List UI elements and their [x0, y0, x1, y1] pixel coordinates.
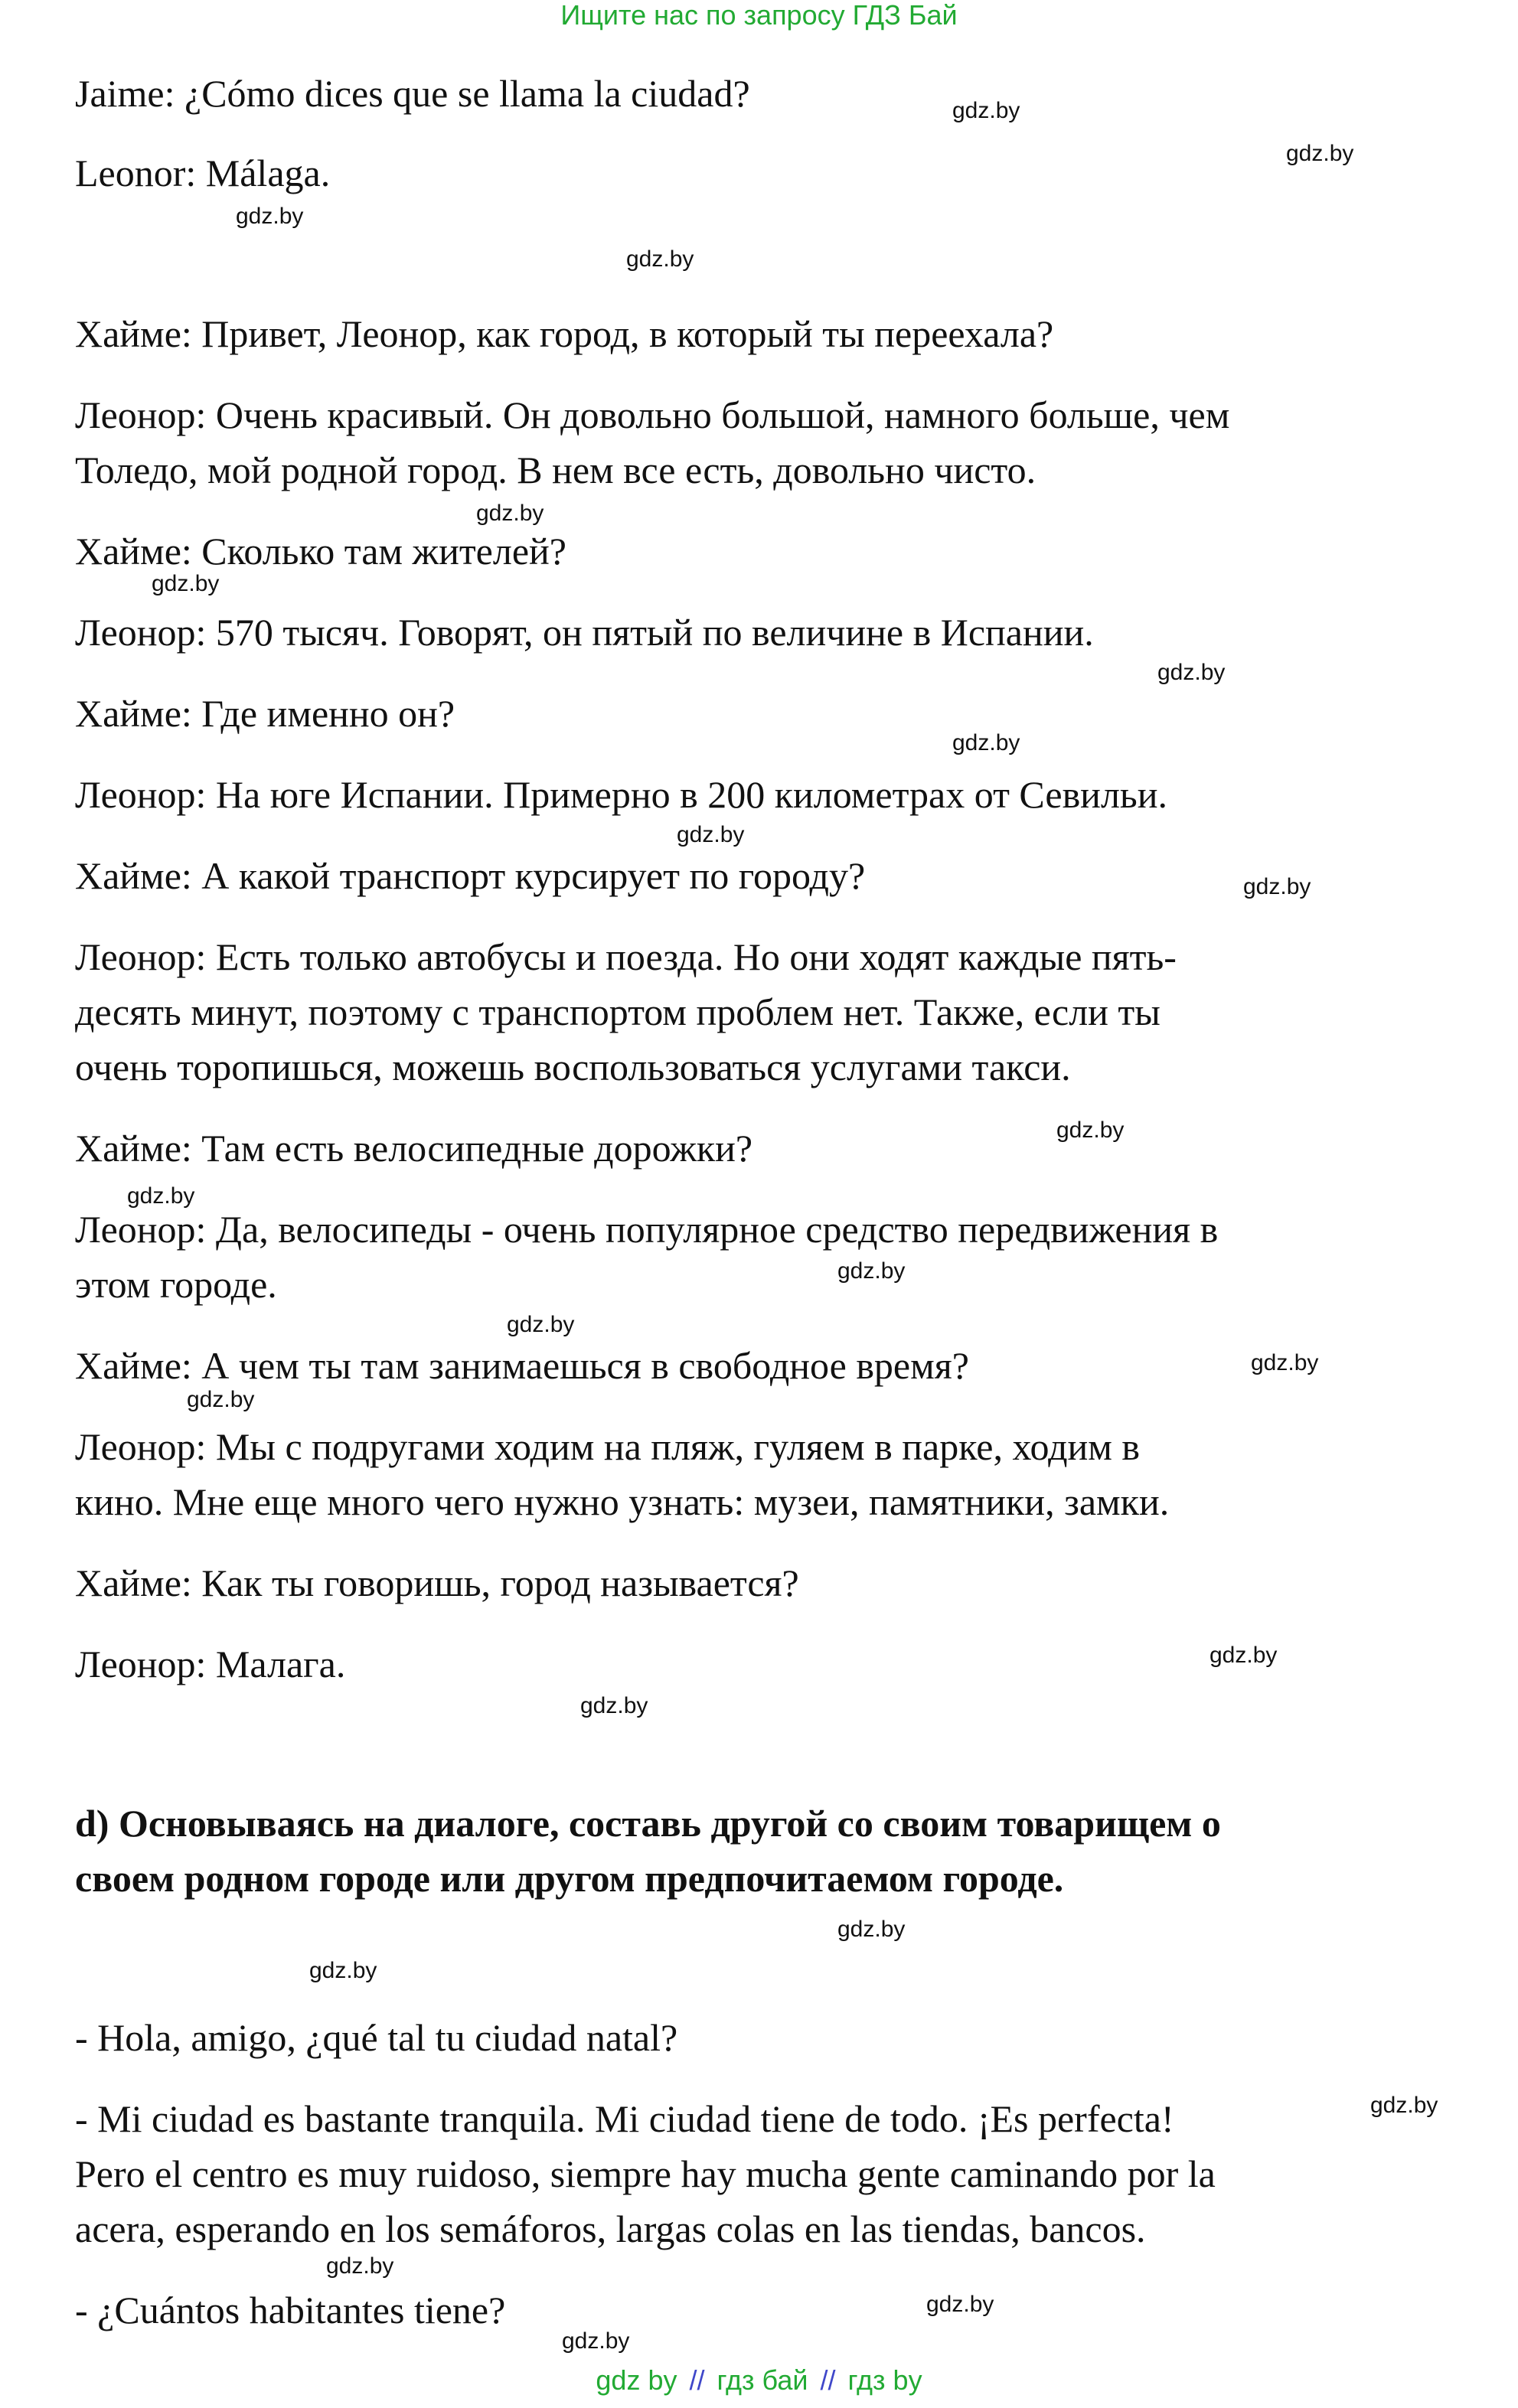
watermark: gdz.by [562, 2328, 630, 2354]
dialogue-line: Леонор: 570 тысяч. Говорят, он пятый по величине в Испании. [75, 611, 1094, 654]
watermark: gdz.by [677, 822, 745, 847]
watermark: gdz.by [926, 2292, 994, 2317]
dialogue-line: Хайме: Как ты говоришь, город называется? [75, 1561, 799, 1604]
dialogue-line: очень торопишься, можешь воспользоваться услугами такси. [75, 1046, 1071, 1088]
answer-line: - Mi ciudad es bastante tranquila. Mi ciudad tiene de todo. ¡Es perfecta! [75, 2097, 1174, 2140]
footer-links [0, 2364, 1518, 2396]
watermark: gdz.by [1370, 2093, 1438, 2118]
watermark: gdz.by [1056, 1118, 1125, 1143]
watermark: gdz.by [580, 1693, 648, 1718]
watermark: gdz.by [1286, 141, 1354, 166]
watermark: gdz.by [187, 1387, 255, 1412]
dialogue-line: Хайме: Там есть велосипедные дорожки? [75, 1127, 753, 1170]
dialogue-line: Леонор: Да, велосипеды - очень популярное средство передвижения в [75, 1208, 1219, 1251]
header-search-link[interactable]: Ищите нас по запросу ГДЗ Бай [560, 0, 958, 31]
answer-line: acera, esperando en los semáforos, largas colas en las tiendas, bancos. [75, 2207, 1146, 2250]
dialogue-line: Leonor: Málaga. [75, 152, 331, 194]
footer-link-gdz-by-cyr[interactable]: гдз by [847, 2364, 922, 2396]
watermark: gdz.by [507, 1312, 575, 1337]
answer-line: Pero el centro es muy ruidoso, siempre hay mucha gente caminando por la [75, 2152, 1216, 2195]
footer-link-gdz-by[interactable]: gdz by [596, 2364, 677, 2396]
dialogue-line: Jaime: ¿Cómo dices que se llama la ciudad? [75, 72, 750, 115]
watermark: gdz.by [152, 571, 220, 596]
dialogue-line: Леонор: Есть только автобусы и поезда. Но они ходят каждые пять- [75, 935, 1177, 978]
answer-line: - ¿Cuántos habitantes tiene? [75, 2289, 506, 2331]
dialogue-line: Хайме: Где именно он? [75, 692, 455, 735]
watermark: gdz.by [127, 1183, 195, 1209]
watermark: gdz.by [309, 1958, 377, 1983]
watermark: gdz.by [837, 1258, 906, 1284]
answer-line: - Hola, amigo, ¿qué tal tu ciudad natal? [75, 2016, 678, 2059]
watermark: gdz.by [952, 730, 1020, 755]
footer-separator: // [820, 2364, 836, 2396]
task-heading: d) Основываясь на диалоге, составь другой со своим товарищем о [75, 1802, 1221, 1845]
watermark: gdz.by [1210, 1643, 1278, 1668]
dialogue-line: Толедо, мой родной город. В нем все есть, довольно чисто. [75, 449, 1036, 491]
dialogue-line: Леонор: Мы с подругами ходим на пляж, гуляем в парке, ходим в [75, 1425, 1141, 1468]
dialogue-line: Леонор: На юге Испании. Примерно в 200 километрах от Севильи. [75, 773, 1167, 816]
dialogue-line: Леонор: Очень красивый. Он довольно большой, намного больше, чем [75, 393, 1230, 436]
dialogue-line: Леонор: Малага. [75, 1643, 346, 1685]
footer-separator: // [689, 2364, 705, 2396]
watermark: gdz.by [1251, 1350, 1319, 1375]
watermark: gdz.by [476, 501, 544, 526]
watermark: gdz.by [626, 246, 694, 272]
dialogue-line: Хайме: Сколько там жителей? [75, 530, 566, 573]
watermark: gdz.by [1157, 660, 1226, 685]
footer-link-gdz-bai[interactable]: гдз бай [717, 2364, 808, 2396]
dialogue-line: Хайме: Привет, Леонор, как город, в который ты переехала? [75, 312, 1054, 355]
watermark: gdz.by [837, 1917, 906, 1942]
dialogue-line: Хайме: А какой транспорт курсирует по городу? [75, 854, 866, 897]
dialogue-line: Хайме: А чем ты там занимаешься в свободное время? [75, 1344, 969, 1387]
watermark: gdz.by [1243, 874, 1311, 899]
dialogue-line: этом городе. [75, 1263, 277, 1306]
dialogue-line: десять минут, поэтому с транспортом проблем нет. Также, если ты [75, 990, 1161, 1033]
watermark: gdz.by [236, 204, 304, 229]
dialogue-line: кино. Мне еще много чего нужно узнать: музеи, памятники, замки. [75, 1480, 1170, 1523]
watermark: gdz.by [326, 2253, 394, 2279]
watermark: gdz.by [952, 98, 1020, 123]
task-heading: своем родном городе или другом предпочитаемом городе. [75, 1857, 1064, 1900]
